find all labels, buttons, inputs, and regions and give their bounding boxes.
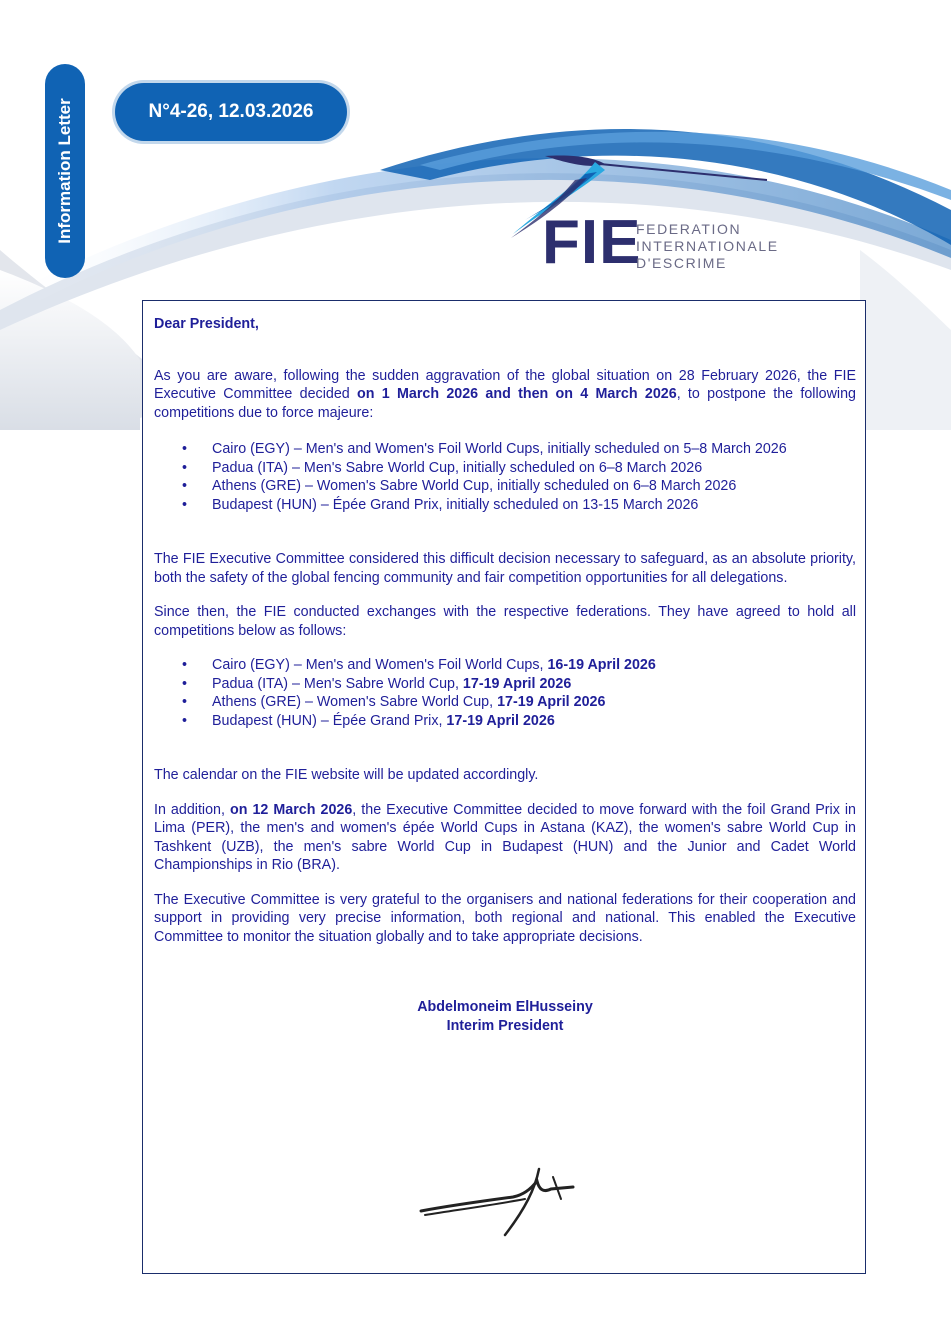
letter-body-frame <box>142 300 866 1274</box>
greeting: Dear President, <box>154 316 259 332</box>
list-item <box>154 459 856 478</box>
list-item <box>154 496 856 515</box>
signature-block <box>154 998 856 1035</box>
rescheduled-event: Budapest (HUN) – Épée Grand Prix, <box>212 712 447 729</box>
addition-text-end: , the Executive Committee decided to move forward with the foil Grand Prix in Lima (PER), the men's and women's épée World Cups in Astana (KAZ), the women's sabre World Cup in Tashkent (UZB), the men's sabre World Cup in Budapest (HUN) and the Junior and Cadet World Championships in Rio (BRA). <box>154 801 856 873</box>
intro-paragraph <box>154 367 856 423</box>
fie-logo-fullname <box>636 221 779 272</box>
rescheduled-dates: 16-19 April 2026 <box>547 657 656 673</box>
list-item <box>154 675 856 694</box>
bullet-icon: • <box>182 712 188 729</box>
bullet-icon: • <box>182 675 188 692</box>
addition-paragraph <box>154 801 856 875</box>
safeguard-paragraph: The FIE Executive Committee considered this difficult decision necessary to safeguard, as an absolute priority, both the safety of the global fencing community and fair competition opportunities for all delegations. <box>154 551 856 586</box>
bullet-icon: • <box>182 496 188 513</box>
postponed-event: Budapest (HUN) – Épée Grand Prix, initially scheduled on 13-15 March 2026 <box>212 496 699 513</box>
list-item <box>154 656 856 675</box>
rescheduled-list <box>154 656 856 730</box>
addition-text: In addition, <box>154 801 230 818</box>
signatory-name: Abdelmoneim ElHusseiny <box>417 999 593 1015</box>
list-item <box>154 440 856 459</box>
bullet-icon: • <box>182 694 188 710</box>
intro-text-end: , to postpone the following competitions due to force majeure: <box>154 386 856 421</box>
list-item <box>154 477 856 496</box>
since-paragraph: Since then, the FIE conducted exchanges with the respective federations. They have agreed to hold all competitions below as follows: <box>154 604 856 639</box>
postponed-list <box>154 440 856 514</box>
postponed-event: Athens (GRE) – Women's Sabre World Cup, initially scheduled on 6–8 March 2026 <box>212 478 737 494</box>
signatory-title: Interim President <box>446 1017 564 1034</box>
information-letter-tab <box>45 64 85 278</box>
postponed-event: Padua (ITA) – Men's Sabre World Cup, initially scheduled on 6–8 March 2026 <box>212 459 703 476</box>
rescheduled-event: Cairo (EGY) – Men's and Women's Foil World Cups, <box>212 657 548 673</box>
bullet-icon: • <box>182 657 188 673</box>
calendar-paragraph: The calendar on the FIE website will be updated accordingly. <box>154 767 539 783</box>
letter-number-badge: N°4-26, 12.03.2026 <box>115 83 347 141</box>
rescheduled-event: Padua (ITA) – Men's Sabre World Cup, <box>212 675 463 692</box>
fie-logo-letters: FIE <box>542 208 642 277</box>
rescheduled-dates: 17-19 April 2026 <box>497 694 606 710</box>
information-letter-label: Information Letter <box>55 98 74 244</box>
list-item <box>154 693 856 712</box>
intro-text: As you are aware, following the sudden aggravation of the global situation on 28 February 2026, the FIE Executive Committee decided <box>154 367 856 402</box>
letter-content <box>154 315 856 1035</box>
list-item <box>154 712 856 731</box>
rescheduled-dates: 17-19 April 2026 <box>446 712 555 729</box>
bullet-icon: • <box>182 459 188 476</box>
fie-logo-line: D'ESCRIME <box>636 255 727 271</box>
handwritten-signature <box>413 1159 583 1239</box>
fie-logo-line: INTERNATIONALE <box>636 238 779 254</box>
postponed-event: Cairo (EGY) – Men's and Women's Foil World Cups, initially scheduled on 5–8 March 2026 <box>212 441 787 457</box>
addition-date: on 12 March 2026 <box>230 801 353 818</box>
rescheduled-event: Athens (GRE) – Women's Sabre World Cup, <box>212 694 498 710</box>
grateful-paragraph: The Executive Committee is very grateful to the organisers and national federations for their cooperation and support in providing very precise information, both regional and national. This enabled the Executive Committee to monitor the situation globally and to take appropriate decisions. <box>154 891 856 945</box>
rescheduled-dates: 17-19 April 2026 <box>462 675 572 692</box>
intro-decision-dates: on 1 March 2026 and then on 4 March 2026 <box>357 386 677 402</box>
fie-logo-line: FEDERATION <box>636 221 742 237</box>
bullet-icon: • <box>182 441 188 457</box>
bullet-icon: • <box>182 478 188 494</box>
